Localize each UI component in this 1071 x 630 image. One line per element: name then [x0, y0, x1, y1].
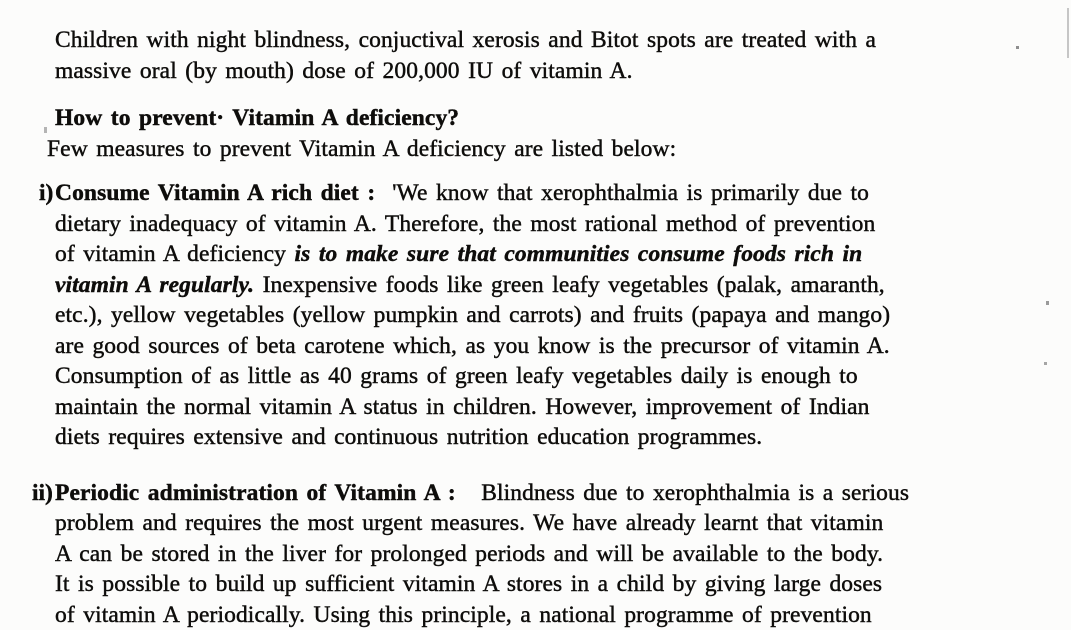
document-text — [32, 25, 1045, 630]
text-line: are good sources of beta carotene which, as you know is the precursor of vitamin A. — [55, 332, 890, 359]
scan-speck — [1044, 362, 1047, 365]
text-line: of vitamin A deficiency is to make sure that communities consume foods rich in — [55, 241, 863, 267]
text-line: of vitamin A periodically. Using this principle, a national programme of prevention — [55, 601, 872, 628]
text-line: Periodic administration of Vitamin A : Blindness due to xerophthalmia is a serious — [55, 479, 910, 506]
paragraph — [47, 103, 1045, 164]
list-item — [39, 178, 1045, 453]
text-line: Few measures to prevent Vitamin A deficiency are listed below: — [47, 135, 677, 162]
text-line: Consume Vitamin A rich diet : 'We know that xerophthalmia is primarily due to — [55, 180, 870, 206]
text-line: diets requires extensive and continuous nutrition education programmes. — [55, 424, 763, 450]
scan-line-vertical — [1067, 8, 1069, 58]
scan-speck — [1046, 301, 1049, 305]
text-line: How to prevent· Vitamin A deficiency? — [55, 105, 460, 131]
scan-speck — [1016, 46, 1019, 49]
scan-speck — [44, 127, 47, 133]
list-item — [32, 478, 1045, 630]
text-line: It is possible to build up sufficient vitamin A stores in a child by giving large doses — [55, 571, 883, 597]
text-line: massive oral (by mouth) dose of 200,000 IU of vitamin A. — [55, 57, 633, 84]
text-line: Consumption of as little as 40 grams of green leafy vegetables daily is enough to — [55, 363, 858, 389]
text-line: A can be stored in the liver for prolonged periods and will be available to the body. — [55, 540, 884, 567]
list-marker: ii) — [32, 479, 53, 506]
text-line: Children with night blindness, conjuctival xerosis and Bitot spots are treated with a — [55, 27, 877, 53]
paragraph — [55, 25, 1045, 86]
text-line: problem and requires the most urgent measures. We have already learnt that vitamin — [55, 510, 884, 536]
text-line: etc.), yellow vegetables (yellow pumpkin and carrots) and fruits (papaya and mango) — [55, 302, 891, 328]
text-line: dietary inadequacy of vitamin A. Therefore, the most rational method of prevention — [55, 210, 876, 237]
list-marker: i) — [39, 180, 54, 206]
text-line: maintain the normal vitamin A status in children. However, improvement of Indian — [55, 393, 870, 420]
text-line: vitamin A regularly. Inexpensive foods like green leafy vegetables (palak, amaranth, — [55, 271, 885, 298]
